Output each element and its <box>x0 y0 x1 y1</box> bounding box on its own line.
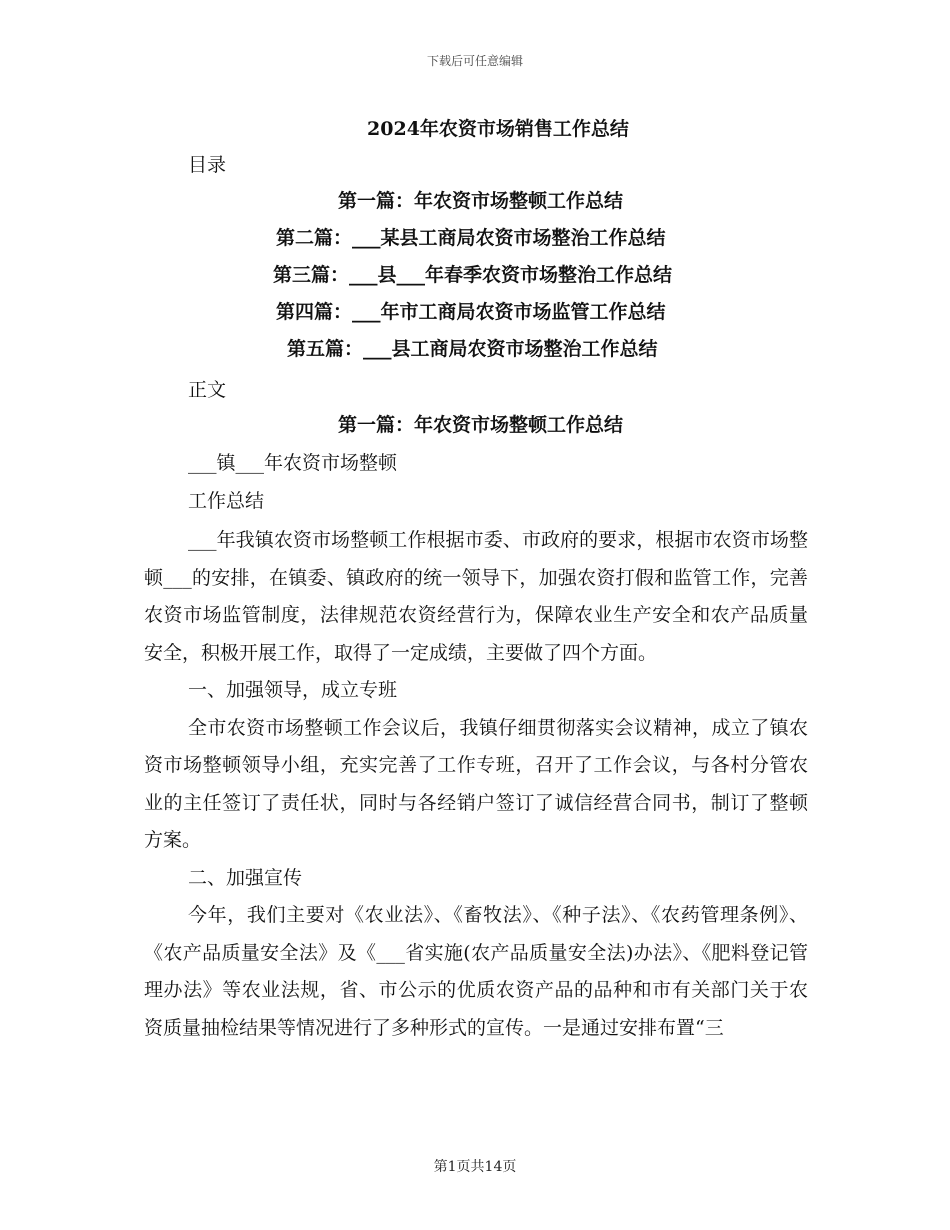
paragraph-1: ___年我镇农资市场整顿工作根据市委、市政府的要求，根据市农资市场整顿___的安排，在镇委、镇政府的统一领导下，加强农资打假和监管工作，完善农资市场监管制度，法律规范农资经营行为，保障农业生产安全和农产品质量安全，积极开展工作，取得了一定成绩，主要做了四个方面。 <box>144 529 808 664</box>
toc-item-1: 第一篇：年农资市场整顿工作总结 <box>338 190 624 212</box>
toc-label: 目录 <box>188 154 227 176</box>
document-title: 2024年农资市场销售工作总结 <box>367 118 629 140</box>
subheading-2: 二、加强宣传 <box>188 866 303 889</box>
paragraph-3: 今年，我们主要对《农业法》、《畜牧法》、《种子法》、《农药管理条例》、《农产品质量安全法》及《___省实施(农产品质量安全法)办法》、《肥料登记管理办法》等农业法规，省、市公示的优质农资产品的品种和市有关部门关于农资质量抽检结果等情况进行了多种形式的宣传。一是通过安排布置“三 <box>144 904 808 1039</box>
section-heading: 第一篇：年农资市场整顿工作总结 <box>338 414 624 436</box>
subtitle-line-2: 工作总结 <box>188 490 265 512</box>
toc-item-5: 第五篇：___县工商局农资市场整治工作总结 <box>287 338 658 360</box>
paragraph-2: 全市农资市场整顿工作会议后，我镇仔细贯彻落实会议精神，成立了镇农资市场整顿领导小组，充实完善了工作专班，召开了工作会议，与各村分管农业的主任签订了责任状，同时与各经销户签订了诚信经营合同书，制订了整顿方案。 <box>144 716 808 851</box>
body-text <box>144 522 808 1047</box>
table-of-contents <box>0 187 950 372</box>
toc-item-4: 第四篇：___年市工商局农资市场监管工作总结 <box>276 301 666 323</box>
subheading-1: 一、加强领导，成立专班 <box>188 679 398 701</box>
toc-item-3: 第三篇：___县___年春季农资市场整治工作总结 <box>273 264 673 286</box>
page-footer: 第1页共14页 <box>433 1159 517 1175</box>
body-label: 正文 <box>188 379 227 401</box>
page-header: 下载后可任意编辑 <box>426 54 523 68</box>
toc-item-2: 第二篇：___某县工商局农资市场整治工作总结 <box>276 227 666 249</box>
subtitle-line-1: ___镇___年农资市场整顿 <box>188 452 398 474</box>
